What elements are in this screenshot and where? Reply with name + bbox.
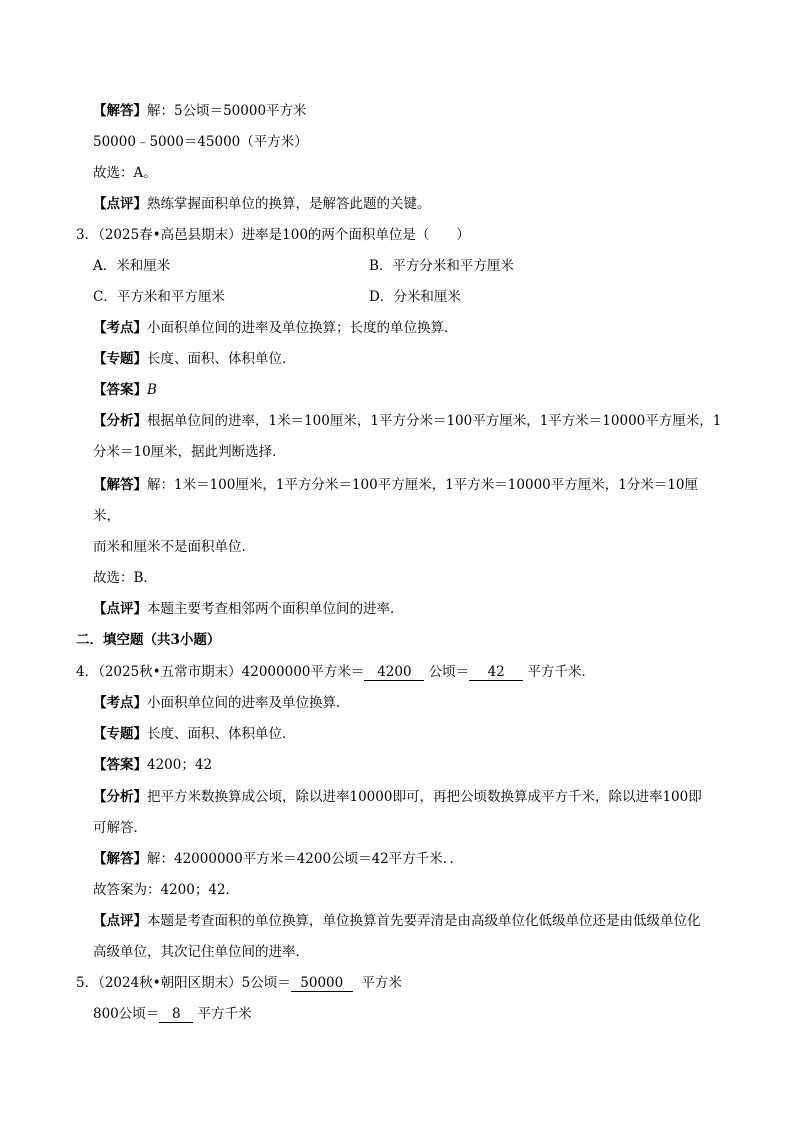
q3-jieda-line1 [93,475,698,495]
kaodian-tag: 【考点】 [93,695,147,711]
jieda-text: 解：42000000平方米＝4200公顷＝42平方千米．． [147,851,463,867]
q4-stem-part3: 平方千米． [527,664,595,680]
q3-zhuanti [93,349,296,369]
answer-tag: 【解答】 [93,103,147,119]
fenxi-tag: 【分析】 [93,789,147,805]
q4-daan [93,755,212,775]
q3-option-b: B．平方分米和平方厘米 [369,258,514,274]
jieda-tag: 【解答】 [93,851,147,867]
q4-blank2: 42 [469,664,523,681]
daan-tag: 【答案】 [93,382,147,398]
q5-blank2: 8 [159,1006,193,1023]
q4-zhuanti [93,724,296,744]
zhuanti-text: 长度、面积、体积单位． [147,351,296,367]
q5-line2 [93,1004,252,1024]
q2-choose: 故选：A。 [93,165,157,181]
q5-line2-part2: 平方千米 [197,1006,252,1022]
q4-fenxi-line2: 可解答． [93,820,147,836]
answer-text: 解：5公顷＝50000平方米 [147,103,307,119]
fenxi-text: 根据单位间的进率，1米＝100厘米，1平方分米＝100平方厘米，1平方米＝10000平方厘米，1 [147,413,722,429]
dianping-text: 本题主要考查相邻两个面积单位间的进率． [147,601,404,617]
q4-fenxi-line1 [93,787,702,807]
q4-kaodian [93,693,350,713]
kaodian-text: 小面积单位间的进率及单位换算． [147,695,350,711]
jieda-tag: 【解答】 [93,477,147,493]
kaodian-text: 小面积单位间的进率及单位换算；长度的单位换算． [147,320,458,336]
q4-jieda-line1 [93,849,463,869]
dianping-tag: 【点评】 [93,601,147,617]
comment-text: 熟练掌握面积单位的换算，是解答此题的关键。 [147,196,431,212]
q3-stem: 3．（2025春•高邑县期末）进率是100的两个面积单位是（ ） [76,227,470,243]
q3-kaodian [93,318,458,338]
q5-blank1: 50000 [291,975,353,992]
daan-tag: 【答案】 [93,757,147,773]
q2-answer-line2: 50000﹣5000＝45000（平方米） [93,134,308,150]
dianping-tag: 【点评】 [93,913,147,929]
daan-text: B [147,382,157,398]
q3-jieda-line3: 而米和厘米不是面积单位． [93,539,255,555]
q4-stem-part1: 4．（2025秋•五常市期末）42000000平方米＝ [76,664,365,680]
q3-options-row1 [93,256,170,276]
fenxi-text: 把平方米数换算成公顷，除以进率10000即可，再把公顷数换算成平方千米，除以进率100即 [147,789,702,805]
q3-daan [93,380,157,400]
q3-fenxi-line1 [93,411,721,431]
q4-answer: 故答案为：4200；42． [93,882,240,898]
q3-option-c: C．平方米和平方厘米 [93,289,225,305]
q3-jieda-line2: 米， [93,508,120,524]
q5-line1-part1: 5．（2024秋•朝阳区期末）5公顷＝ [76,975,291,991]
q4-stem [76,662,595,682]
q3-fenxi-line2: 分米＝10厘米，据此判断选择． [93,444,286,460]
q3-choose [93,568,157,588]
q3-option-a: A．米和厘米 [93,258,171,274]
zhuanti-text: 长度、面积、体积单位． [147,726,296,742]
q4-dianping-line2: 高级单位，其次记住单位间的进率． [93,944,309,960]
q4-blank1: 4200 [364,664,424,681]
q3-dianping [93,599,404,619]
q4-stem-part2: 公顷＝ [428,664,470,680]
dianping-text: 本题是考查面积的单位换算，单位换算首先要弄清是由高级单位化低级单位还是由低级单位化 [147,913,701,929]
q4-dianping-line1 [93,911,701,931]
q2-comment [93,194,431,214]
q3-option-d: D．分米和厘米 [369,289,461,305]
daan-text: 4200；42 [147,757,213,773]
jieda-text: 解：1米＝100厘米，1平方分米＝100平方厘米，1平方米＝10000平方厘米，1分米＝10厘 [147,477,699,493]
q5-line1 [76,973,402,993]
q2-answer-line1 [93,101,307,121]
zhuanti-tag: 【专题】 [93,726,147,742]
section-title: 二．填空题（共3小题） [76,632,221,648]
q5-line1-part2: 平方米 [361,975,402,991]
fenxi-tag: 【分析】 [93,413,147,429]
kaodian-tag: 【考点】 [93,320,147,336]
q5-line2-part1: 800公顷＝ [93,1006,160,1022]
choose-text: 故选：B． [93,570,157,586]
zhuanti-tag: 【专题】 [93,351,147,367]
comment-tag: 【点评】 [93,196,147,212]
